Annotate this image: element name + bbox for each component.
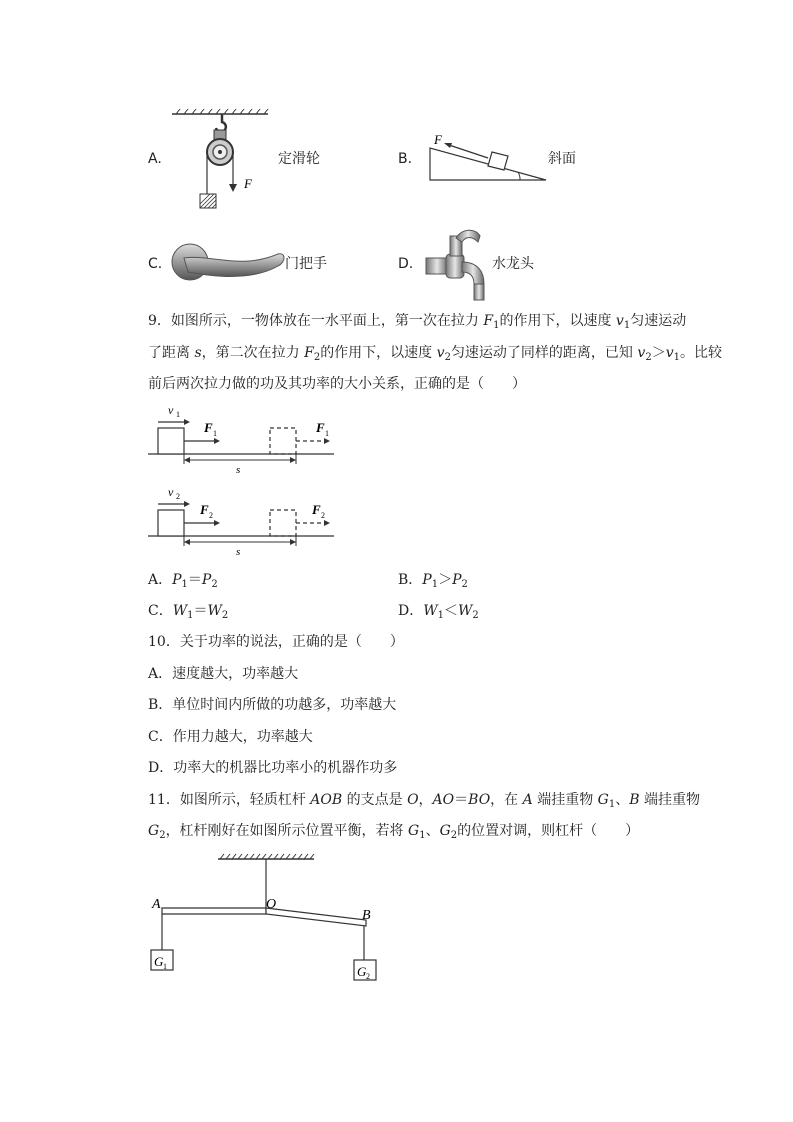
q9-option-b[interactable]: B．$P_1>P_2$ [398,572,468,590]
option-a-name: 定滑轮 [278,151,320,167]
q9-stem-line-2: 了距离 s，第二次在拉力 $F_2$的作用下，以速度 $v_2$匀速运动了同样的距离，已知 $v_2>v_1$。比较 [148,345,722,363]
svg-text:s: s [236,464,241,476]
svg-text:1: 1 [163,962,167,971]
svg-text:1: 1 [325,429,329,438]
svg-text:s: s [236,546,241,558]
option-a-letter: A. [148,151,162,167]
inclined-plane-figure [426,128,551,184]
pulley-force-label: F [244,176,252,191]
option-c-letter: C. [148,256,163,272]
incline-force-label: F [434,132,442,147]
svg-text:F: F [316,420,325,435]
svg-text:F: F [312,502,321,517]
q10-option-b[interactable]: B．单位时间内所做的功越多，功率越大 [148,697,397,713]
fixed-pulley-figure [170,108,270,218]
svg-text:2: 2 [366,972,370,981]
q11-lever-figure [146,852,386,984]
svg-text:B: B [362,908,371,923]
svg-text:2: 2 [209,511,213,520]
svg-text:O: O [266,897,277,912]
q9-option-d[interactable]: D．$W_1<W_2$ [398,603,479,621]
q10-stem: 10．关于功率的说法，正确的是（ ） [148,634,404,650]
q11-stem-line-2: $G_2$，杠杆刚好在如图所示位置平衡，若将 $G_1$、$G_2$的位置对调，则杠杆（ ） [148,823,640,841]
option-c-name: 门把手 [285,256,327,272]
q9-figure-second-pull [146,484,336,556]
svg-text:G: G [357,964,367,979]
svg-text:1: 1 [176,410,180,419]
q10-option-a[interactable]: A．速度越大，功率越大 [148,666,299,682]
svg-text:v: v [168,485,174,499]
svg-text:F: F [204,420,213,435]
svg-text:1: 1 [213,429,217,438]
svg-text:A: A [152,897,161,912]
option-d-letter: D. [398,256,414,272]
svg-text:F: F [200,502,209,517]
option-b-letter: B. [398,151,413,167]
q9-stem-line-3: 前后两次拉力做的功及其功率的大小关系，正确的是（ ） [148,376,526,392]
q10-option-d[interactable]: D．功率大的机器比功率小的机器作功多 [148,760,398,776]
faucet-figure [422,228,492,304]
svg-text:G: G [154,954,164,969]
q10-option-c[interactable]: C．作用力越大，功率越大 [148,729,313,745]
svg-text:v: v [168,403,174,417]
door-handle-figure [170,240,288,286]
option-b-name: 斜面 [548,151,576,167]
q9-option-c[interactable]: C．$W_1=W_2$ [148,603,229,621]
q9-option-a[interactable]: A．$P_1=P_2$ [148,572,218,590]
svg-text:2: 2 [176,492,180,501]
q9-figure-first-pull [146,402,336,474]
q9-stem-line-1: 9．如图所示，一物体放在一水平面上，第一次在拉力 $F_1$的作用下，以速度 $v_1$匀速运动 [148,313,687,331]
option-d-name: 水龙头 [492,256,534,272]
svg-text:2: 2 [321,511,325,520]
q11-stem-line-1: 11．如图所示，轻质杠杆 AOB 的支点是 O，AO＝BO，在 A 端挂重物 $G_1$、B 端挂重物 [148,792,700,810]
